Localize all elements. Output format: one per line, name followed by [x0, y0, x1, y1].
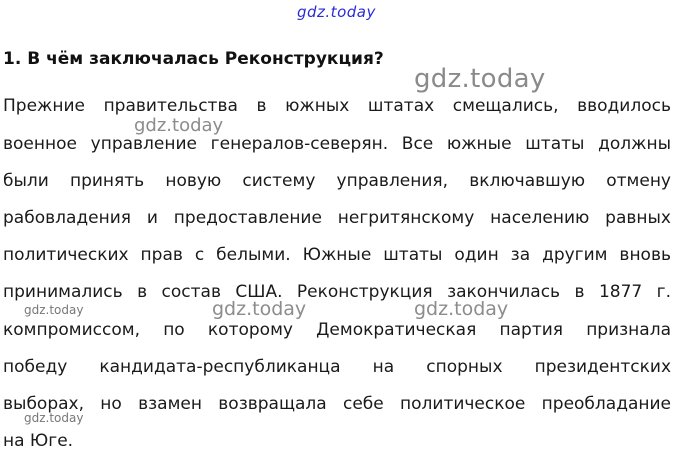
answer-line: военное управление генералов-северян. Все южные штаты должны: [3, 134, 671, 154]
answer-line: рабовладения и предоставление негритянскому населению равных: [3, 208, 671, 228]
answer-line: выборах, но взамен возвращала себе политическое преобладание: [3, 394, 671, 414]
watermark-top: gdz.today: [297, 3, 376, 21]
answer-line: принимались в состав США. Реконструкция закончилась в 1877 г.: [3, 282, 671, 302]
watermark-mid: gdz.today: [134, 115, 224, 136]
answer-line: Прежние правительства в южных штатах смещались, вводилось: [3, 96, 671, 116]
answer-line: были принять новую систему управления, включавшую отмену: [3, 171, 671, 191]
watermark-small-left: gdz.today: [24, 303, 84, 317]
watermark-large: gdz.today: [414, 64, 546, 94]
watermark-center-left: gdz.today: [212, 298, 307, 320]
question-heading: 1. В чём заключалась Реконструкция?: [3, 49, 384, 69]
answer-line: на Юге.: [3, 431, 74, 451]
answer-line: компромиссом, по которому Демократическая партия признала: [3, 320, 671, 340]
watermark-small-bottom: gdz.today: [24, 411, 84, 425]
answer-line: победу кандидата-республиканца на спорных президентских: [3, 357, 671, 377]
watermark-center-right: gdz.today: [414, 298, 509, 320]
answer-line: политических прав с белыми. Южные штаты один за другим вновь: [3, 245, 671, 265]
